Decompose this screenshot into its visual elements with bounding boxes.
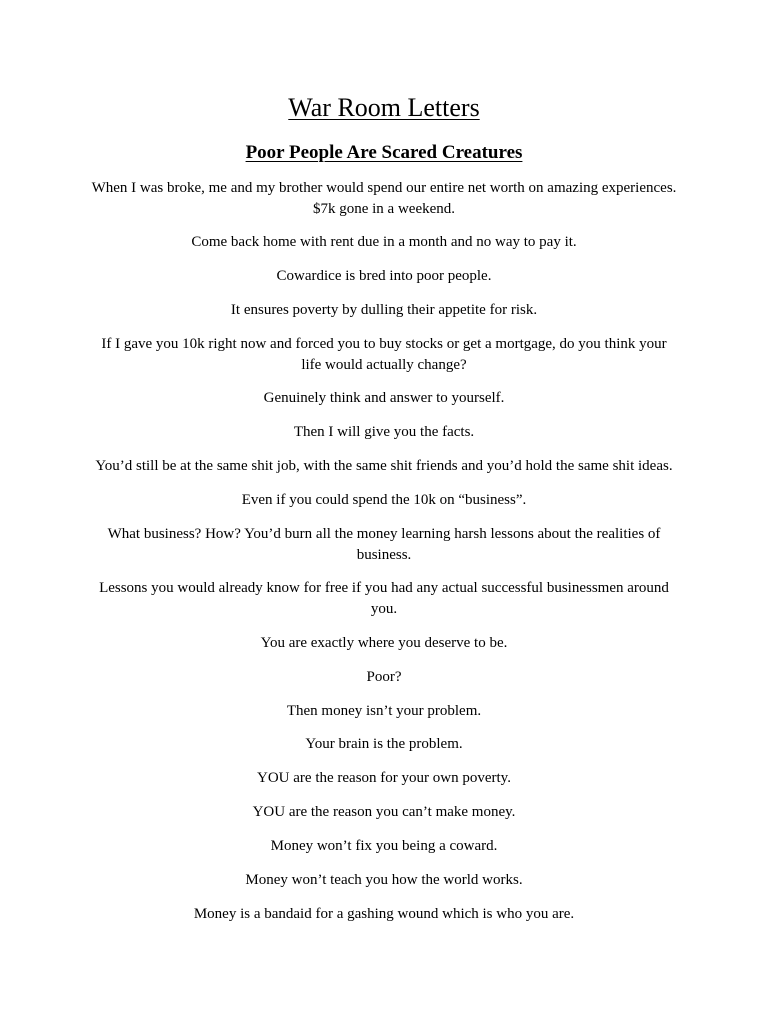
- paragraph: YOU are the reason for your own poverty.: [257, 770, 511, 787]
- document-subtitle: Poor People Are Scared Creatures: [245, 142, 523, 163]
- paragraph: Money won’t teach you how the world works.: [245, 872, 523, 889]
- paragraph: Come back home with rent due in a month and no way to pay it.: [191, 234, 577, 251]
- paragraph: It ensures poverty by dulling their appetite for risk.: [230, 302, 538, 319]
- paragraph: You’d still be at the same shit job, with the same shit friends and you’d hold the same shit ideas.: [95, 458, 673, 475]
- paragraph: Your brain is the problem.: [305, 736, 463, 753]
- paragraph: If I gave you 10k right now and forced you to buy stocks or get a mortgage, do you think your life would actually change?: [101, 336, 667, 373]
- paragraph: What business? How? You’d burn all the money learning harsh lessons about the realities of business.: [107, 526, 661, 563]
- document-body: [90, 178, 678, 938]
- paragraph: Even if you could spend the 10k on “business”.: [241, 492, 527, 509]
- paragraph: YOU are the reason you can’t make money.: [252, 804, 516, 821]
- paragraph: Then I will give you the facts.: [293, 424, 475, 441]
- paragraph: Cowardice is bred into poor people.: [276, 268, 492, 285]
- paragraph: You are exactly where you deserve to be.: [260, 634, 508, 651]
- paragraph: When I was broke, me and my brother would spend our entire net worth on amazing experiences. $7k gone in a weekend.: [91, 180, 677, 217]
- paragraph: Money won’t fix you being a coward.: [270, 838, 498, 855]
- paragraph: Lessons you would already know for free if you had any actual successful businessmen around you.: [99, 580, 669, 617]
- paragraph: Genuinely think and answer to yourself.: [263, 390, 505, 407]
- paragraph: Poor?: [366, 668, 402, 685]
- paragraph: Then money isn’t your problem.: [286, 702, 482, 719]
- document-title: War Room Letters: [288, 93, 480, 122]
- paragraph: Money is a bandaid for a gashing wound which is who you are.: [193, 905, 575, 922]
